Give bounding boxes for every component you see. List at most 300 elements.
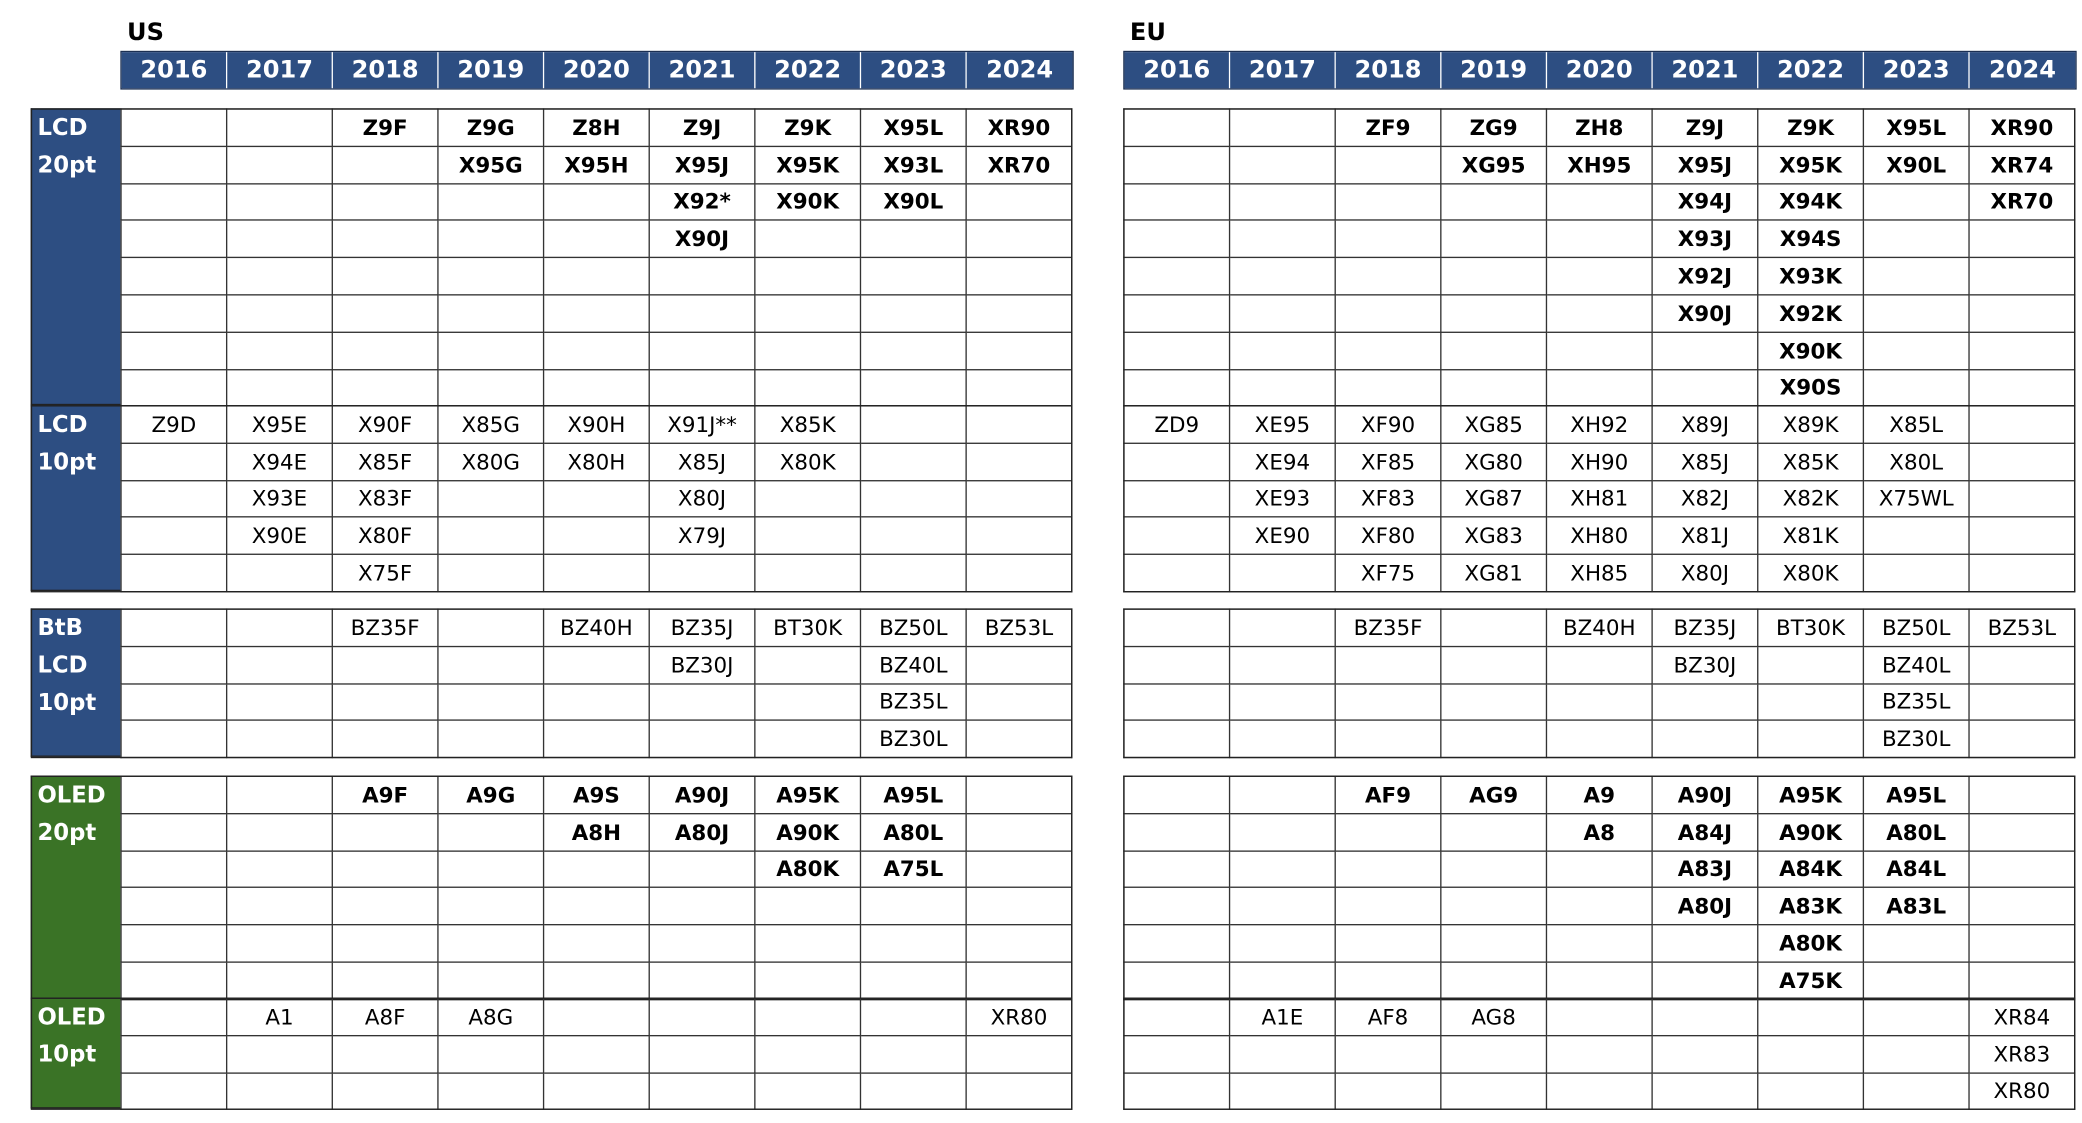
category-label-text: LCD: [37, 411, 88, 439]
year-header-cell: 2016: [122, 52, 228, 88]
model-cell: X90J: [649, 220, 755, 257]
model-cell: X80F: [332, 517, 438, 554]
year-header-cell: 2023: [861, 52, 967, 88]
table-row: [121, 998, 1072, 1035]
model-cell: [1335, 332, 1441, 369]
table-row: [1124, 406, 2075, 443]
model-cell: [544, 1035, 650, 1072]
model-cell: [1863, 183, 1969, 220]
model-cell: [1230, 1073, 1336, 1110]
model-cell: [544, 888, 650, 925]
eu-year-header: [1123, 51, 2076, 90]
model-cell: [966, 925, 1072, 962]
table-row: [1124, 646, 2075, 683]
model-cell: [1863, 1073, 1969, 1110]
model-cell: [121, 258, 227, 295]
model-cell: A84L: [1863, 851, 1969, 888]
model-cell: [1969, 369, 2075, 406]
model-cell: [755, 721, 861, 758]
model-cell: [1546, 683, 1652, 720]
table-row: [121, 109, 1072, 146]
table-row: [1124, 998, 2075, 1035]
model-cell: [227, 683, 333, 720]
eu-oled20-table: [1123, 776, 2075, 1000]
model-cell: X95L: [1863, 109, 1969, 146]
model-cell: [1124, 646, 1230, 683]
us-region-title: US: [127, 18, 164, 47]
model-cell: X95K: [755, 146, 861, 183]
model-cell: [1441, 332, 1547, 369]
model-cell: A9F: [332, 776, 438, 813]
model-cell: [649, 1035, 755, 1072]
model-cell: XR90: [966, 109, 1072, 146]
model-cell: [755, 962, 861, 999]
model-cell: [121, 183, 227, 220]
table-row: [1124, 555, 2075, 592]
model-cell: [860, 517, 966, 554]
model-cell: A95L: [860, 776, 966, 813]
model-cell: XH80: [1546, 517, 1652, 554]
model-cell: [121, 962, 227, 999]
model-cell: [1230, 555, 1336, 592]
model-cell: [966, 646, 1072, 683]
model-cell: [121, 295, 227, 332]
model-cell: [1441, 609, 1547, 646]
model-cell: X85J: [649, 443, 755, 480]
model-cell: X94J: [1652, 183, 1758, 220]
model-cell: X94K: [1758, 183, 1864, 220]
model-cell: [438, 925, 544, 962]
category-label-text: 20pt: [37, 819, 97, 847]
model-cell: [544, 1073, 650, 1110]
table-row: [121, 851, 1072, 888]
model-cell: [544, 258, 650, 295]
model-cell: [332, 683, 438, 720]
model-cell: [227, 888, 333, 925]
model-cell: X90L: [860, 183, 966, 220]
model-cell: [1652, 369, 1758, 406]
model-cell: [332, 369, 438, 406]
model-cell: [227, 1073, 333, 1110]
model-cell: [1441, 295, 1547, 332]
model-cell: X91J**: [649, 406, 755, 443]
model-cell: [438, 646, 544, 683]
model-cell: [1652, 683, 1758, 720]
model-cell: [860, 406, 966, 443]
model-cell: [1969, 776, 2075, 813]
model-cell: [860, 962, 966, 999]
model-cell: [1969, 555, 2075, 592]
model-cell: [755, 1035, 861, 1072]
table-row: [1124, 109, 2075, 146]
model-cell: [966, 183, 1072, 220]
model-cell: [1230, 369, 1336, 406]
table-row: [121, 1035, 1072, 1072]
model-cell: [649, 555, 755, 592]
model-cell: [1230, 220, 1336, 257]
model-cell: XE94: [1230, 443, 1336, 480]
table-row: [1124, 609, 2075, 646]
model-cell: [121, 1073, 227, 1110]
model-cell: ZG9: [1441, 109, 1547, 146]
table-row: [121, 721, 1072, 758]
model-cell: [332, 646, 438, 683]
model-cell: XE90: [1230, 517, 1336, 554]
model-cell: [121, 517, 227, 554]
model-cell: [1969, 925, 2075, 962]
model-cell: X95E: [227, 406, 333, 443]
model-cell: [121, 609, 227, 646]
model-cell: [1546, 962, 1652, 999]
category-label-text: 10pt: [37, 689, 97, 717]
table-row: [121, 369, 1072, 406]
model-cell: [1335, 1073, 1441, 1110]
table-row: [1124, 443, 2075, 480]
model-cell: X90S: [1758, 369, 1864, 406]
model-cell: A75L: [860, 851, 966, 888]
model-cell: [1546, 295, 1652, 332]
model-cell: [966, 555, 1072, 592]
model-cell: [1863, 1035, 1969, 1072]
year-header-cell: 2023: [1864, 52, 1970, 88]
model-cell: [649, 721, 755, 758]
model-cell: [1335, 683, 1441, 720]
category-label-text: 10pt: [37, 449, 97, 476]
model-cell: [860, 443, 966, 480]
model-cell: [332, 851, 438, 888]
model-cell: [1863, 332, 1969, 369]
table-row: [1124, 258, 2075, 295]
model-cell: [860, 1035, 966, 1072]
model-cell: [544, 851, 650, 888]
model-cell: [966, 517, 1072, 554]
model-cell: [1441, 258, 1547, 295]
model-cell: [544, 220, 650, 257]
model-cell: [544, 183, 650, 220]
eu-lcd10-table: [1123, 405, 2075, 592]
model-cell: X89J: [1652, 406, 1758, 443]
model-cell: XR84: [1969, 998, 2075, 1035]
model-cell: [121, 925, 227, 962]
model-cell: [966, 480, 1072, 517]
model-cell: [227, 220, 333, 257]
model-cell: AG9: [1441, 776, 1547, 813]
model-cell: X95K: [1758, 146, 1864, 183]
category-label-text: 20pt: [37, 152, 97, 179]
model-cell: [755, 925, 861, 962]
model-cell: X85K: [1758, 443, 1864, 480]
model-cell: [860, 369, 966, 406]
eu-lcd20-table: [1123, 108, 2075, 407]
model-cell: BZ30J: [649, 646, 755, 683]
model-cell: [438, 1035, 544, 1072]
table-row: [121, 295, 1072, 332]
model-cell: [1230, 109, 1336, 146]
model-cell: [121, 888, 227, 925]
table-row: [1124, 1035, 2075, 1072]
model-cell: [1124, 369, 1230, 406]
model-cell: [1124, 888, 1230, 925]
model-cell: [1124, 295, 1230, 332]
model-cell: A95L: [1863, 776, 1969, 813]
year-header-cell: 2024: [967, 52, 1073, 88]
model-cell: [966, 813, 1072, 850]
model-cell: [1124, 220, 1230, 257]
model-cell: X85G: [438, 406, 544, 443]
table-row: [1124, 888, 2075, 925]
model-cell: BZ30L: [1863, 721, 1969, 758]
table-row: [1124, 813, 2075, 850]
model-cell: [966, 962, 1072, 999]
model-cell: [227, 555, 333, 592]
eu-oled10-table: [1123, 998, 2075, 1111]
us-year-header: [120, 51, 1073, 90]
model-cell: [1969, 646, 2075, 683]
model-cell: A9: [1546, 776, 1652, 813]
model-cell: [121, 443, 227, 480]
model-cell: [544, 721, 650, 758]
model-cell: [438, 258, 544, 295]
model-cell: [1441, 1073, 1547, 1110]
table-row: [121, 146, 1072, 183]
model-cell: XH81: [1546, 480, 1652, 517]
model-cell: [1124, 480, 1230, 517]
model-cell: [544, 683, 650, 720]
model-cell: [1335, 369, 1441, 406]
model-cell: BZ50L: [860, 609, 966, 646]
model-cell: XG80: [1441, 443, 1547, 480]
table-row: [121, 925, 1072, 962]
model-cell: [544, 962, 650, 999]
model-cell: [860, 332, 966, 369]
model-cell: [438, 721, 544, 758]
model-cell: X95J: [1652, 146, 1758, 183]
model-cell: [121, 813, 227, 850]
year-header-cell: 2017: [227, 52, 333, 88]
model-cell: [544, 517, 650, 554]
model-cell: [1335, 813, 1441, 850]
model-cell: [966, 721, 1072, 758]
table-row: [121, 683, 1072, 720]
model-cell: XG81: [1441, 555, 1547, 592]
model-cell: [1124, 998, 1230, 1035]
model-cell: [1230, 146, 1336, 183]
model-cell: X85L: [1863, 406, 1969, 443]
table-row: [121, 888, 1072, 925]
model-cell: [332, 888, 438, 925]
model-cell: [860, 480, 966, 517]
table-row: [1124, 332, 2075, 369]
model-cell: [227, 776, 333, 813]
model-cell: A8F: [332, 998, 438, 1035]
table-row: [1124, 683, 2075, 720]
table-row: [1124, 369, 2075, 406]
model-cell: [1335, 220, 1441, 257]
model-cell: XR90: [1969, 109, 2075, 146]
model-cell: [1863, 295, 1969, 332]
model-cell: X93L: [860, 146, 966, 183]
model-cell: X81J: [1652, 517, 1758, 554]
model-cell: [121, 332, 227, 369]
model-cell: X94E: [227, 443, 333, 480]
model-cell: [966, 851, 1072, 888]
model-cell: [755, 1073, 861, 1110]
model-cell: [755, 220, 861, 257]
table-row: [121, 183, 1072, 220]
model-cell: [1335, 888, 1441, 925]
model-cell: XF83: [1335, 480, 1441, 517]
model-cell: [438, 609, 544, 646]
category-label-text: OLED: [37, 782, 106, 810]
model-cell: X93K: [1758, 258, 1864, 295]
model-cell: [1441, 851, 1547, 888]
model-cell: [755, 332, 861, 369]
model-cell: X82J: [1652, 480, 1758, 517]
model-cell: X75WL: [1863, 480, 1969, 517]
us-lcd10-table: [120, 405, 1072, 592]
model-cell: [1863, 925, 1969, 962]
model-cell: [1335, 146, 1441, 183]
model-cell: [1335, 721, 1441, 758]
model-cell: [860, 925, 966, 962]
model-cell: [227, 258, 333, 295]
model-cell: [1546, 646, 1652, 683]
model-cell: [755, 998, 861, 1035]
model-cell: X80K: [755, 443, 861, 480]
table-row: [121, 258, 1072, 295]
model-cell: [1441, 220, 1547, 257]
model-cell: [227, 851, 333, 888]
model-cell: [438, 480, 544, 517]
model-cell: A80K: [1758, 925, 1864, 962]
model-cell: BZ40L: [1863, 646, 1969, 683]
model-cell: [544, 295, 650, 332]
model-cell: [332, 1035, 438, 1072]
model-cell: [1124, 813, 1230, 850]
model-cell: XR80: [966, 998, 1072, 1035]
model-cell: [1124, 962, 1230, 999]
category-label-oled10: [31, 998, 121, 1110]
model-cell: [227, 369, 333, 406]
model-cell: [649, 332, 755, 369]
model-cell: [332, 721, 438, 758]
category-label-text: LCD: [37, 652, 88, 680]
model-cell: [1758, 998, 1864, 1035]
model-cell: [1335, 646, 1441, 683]
model-cell: [1230, 962, 1336, 999]
model-cell: [1230, 183, 1336, 220]
model-cell: X80H: [544, 443, 650, 480]
model-cell: [1863, 555, 1969, 592]
model-cell: [121, 146, 227, 183]
model-cell: [1230, 295, 1336, 332]
model-cell: BZ53L: [966, 609, 1072, 646]
model-cell: [1969, 851, 2075, 888]
model-cell: X80L: [1863, 443, 1969, 480]
model-cell: XH90: [1546, 443, 1652, 480]
model-cell: [121, 776, 227, 813]
model-cell: A95K: [755, 776, 861, 813]
model-cell: XF90: [1335, 406, 1441, 443]
model-cell: [755, 480, 861, 517]
model-cell: [860, 1073, 966, 1110]
model-cell: [121, 109, 227, 146]
model-cell: A8: [1546, 813, 1652, 850]
table-row: [1124, 220, 2075, 257]
model-cell: [1652, 1035, 1758, 1072]
model-cell: A90J: [649, 776, 755, 813]
model-cell: X94S: [1758, 220, 1864, 257]
model-cell: [1546, 183, 1652, 220]
model-cell: XE93: [1230, 480, 1336, 517]
model-cell: [544, 646, 650, 683]
table-row: [121, 332, 1072, 369]
table-row: [121, 555, 1072, 592]
year-header-cell: 2018: [1336, 52, 1442, 88]
model-cell: Z9J: [1652, 109, 1758, 146]
model-cell: [755, 555, 861, 592]
model-cell: XR70: [1969, 183, 2075, 220]
model-cell: A8H: [544, 813, 650, 850]
model-cell: [121, 721, 227, 758]
model-cell: [1441, 888, 1547, 925]
model-cell: [1335, 295, 1441, 332]
model-cell: XH92: [1546, 406, 1652, 443]
model-cell: BZ50L: [1863, 609, 1969, 646]
model-cell: [227, 721, 333, 758]
table-row: [1124, 295, 2075, 332]
model-cell: [649, 925, 755, 962]
year-header-cell: 2018: [333, 52, 439, 88]
model-cell: [1230, 925, 1336, 962]
model-cell: X92K: [1758, 295, 1864, 332]
model-cell: ZF9: [1335, 109, 1441, 146]
model-cell: [1124, 443, 1230, 480]
model-cell: [860, 258, 966, 295]
year-header-cell: 2020: [1547, 52, 1653, 88]
model-cell: [332, 183, 438, 220]
us-oled10-table: [120, 998, 1072, 1111]
model-cell: X93E: [227, 480, 333, 517]
model-cell: [755, 517, 861, 554]
model-cell: BT30K: [755, 609, 861, 646]
model-cell: BZ40L: [860, 646, 966, 683]
model-cell: [649, 1073, 755, 1110]
model-cell: A84J: [1652, 813, 1758, 850]
model-cell: [1124, 146, 1230, 183]
table-row: [121, 443, 1072, 480]
category-label-text: 10pt: [37, 1041, 97, 1069]
model-cell: Z8H: [544, 109, 650, 146]
model-cell: [649, 962, 755, 999]
model-cell: [1124, 776, 1230, 813]
model-cell: [966, 776, 1072, 813]
model-cell: BZ35L: [1863, 683, 1969, 720]
model-cell: [649, 683, 755, 720]
table-row: [1124, 776, 2075, 813]
model-cell: [1546, 220, 1652, 257]
model-cell: [649, 369, 755, 406]
model-cell: [1441, 813, 1547, 850]
model-cell: [1124, 517, 1230, 554]
model-cell: [438, 220, 544, 257]
model-cell: [755, 258, 861, 295]
model-cell: A80J: [1652, 888, 1758, 925]
model-cell: X90L: [1863, 146, 1969, 183]
model-cell: [649, 998, 755, 1035]
model-cell: [121, 369, 227, 406]
model-cell: [1969, 220, 2075, 257]
